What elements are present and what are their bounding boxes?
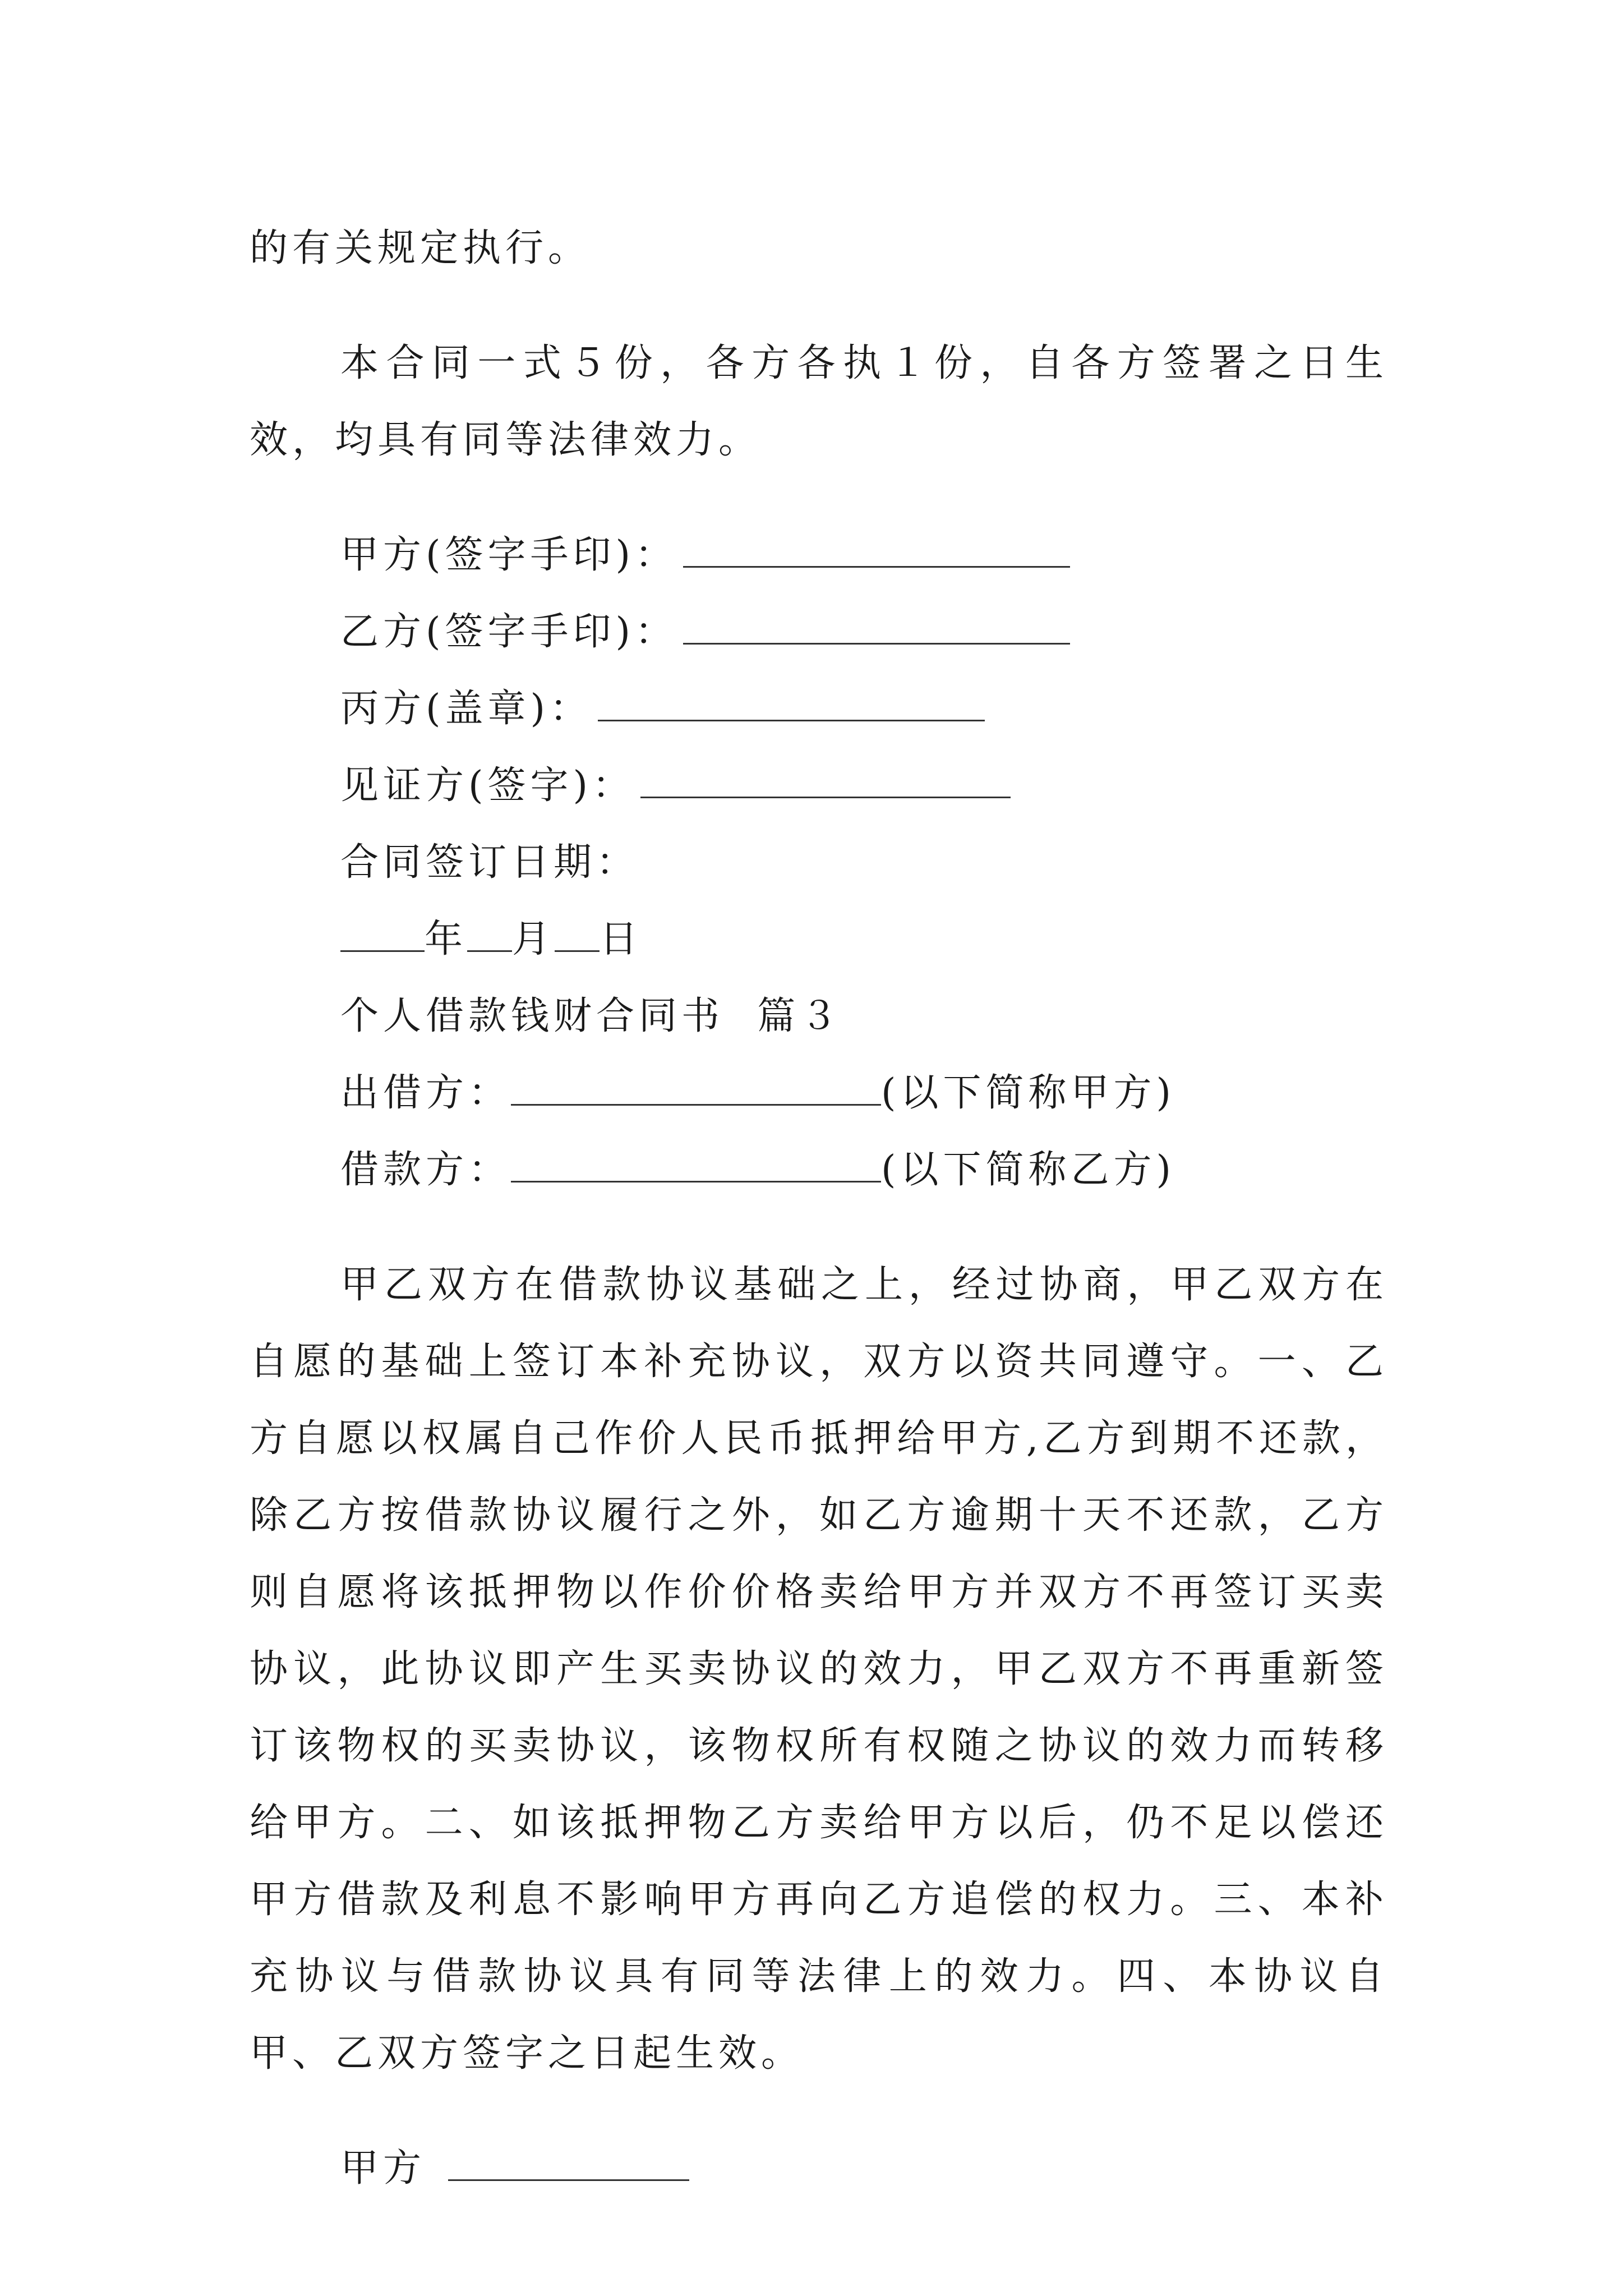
date-month-label: 月	[512, 917, 555, 961]
lender-label: 出借方：	[340, 1071, 511, 1115]
paragraph-supplementary-agreement: 甲乙双方在借款协议基础之上，经过协商，甲乙双方在自愿的基础上签订本补充协议，双方以资共同遵守。一、乙方自愿以权属自己作价人民币抵押给甲方,乙方到期不还款，除乙方按借款协议履行之外，如乙方逾期十天不还款，乙方则自愿将该抵押物以作价价格卖给甲方并双方不再签订买卖协议，此协议即产生买卖协议的效力，甲乙双方不再重新签订该物权的买卖协议，该物权所有权随之协议的效力而转移给甲方。二、如该抵押物乙方卖给甲方以后，仍不足以偿还甲方借款及利息不影响甲方再向乙方追偿的权力。三、本补充协议与借款协议具有同等法律上的效力。四、本协议自甲、乙双方签字之日起生效。	[250, 1263, 1388, 2076]
final-signature-blank[interactable]	[448, 2145, 689, 2181]
borrower-suffix: (以下简称乙方)	[881, 1148, 1176, 1192]
date-day-label: 日	[600, 917, 643, 961]
signature-blank-witness[interactable]	[640, 762, 1011, 798]
document-body	[250, 210, 1388, 2207]
signature-blank-c[interactable]	[598, 685, 985, 721]
signature-blank-b[interactable]	[683, 608, 1070, 645]
final-signature-label: 甲方	[340, 2146, 426, 2191]
section-title: 个人借款钱财合同书 篇３	[340, 994, 843, 1038]
contract-date-fields	[250, 901, 1388, 978]
signature-party-a-label: 甲方(签字手印)：	[340, 533, 678, 577]
lender-blank[interactable]	[511, 1069, 881, 1106]
signature-party-c	[250, 670, 1388, 747]
borrower-line	[250, 1131, 1388, 1208]
signature-witness	[250, 747, 1388, 824]
contract-date-label: 合同签订日期：	[340, 840, 639, 885]
borrower-blank[interactable]	[511, 1146, 881, 1182]
signature-party-b-label: 乙方(签字手印)：	[340, 610, 678, 654]
date-month-blank[interactable]	[467, 915, 512, 952]
signature-party-b	[250, 593, 1388, 670]
signature-party-a	[250, 517, 1388, 593]
signature-blank-a[interactable]	[683, 531, 1070, 568]
paragraph-copies: 本合同一式５份，各方各执１份，自各方签署之日生效，均具有同等法律效力。	[250, 341, 1388, 462]
date-day-blank[interactable]	[555, 915, 600, 952]
date-year-label: 年	[425, 917, 468, 961]
text-line-continuation: 的有关规定执行。	[250, 226, 591, 270]
signature-party-c-label: 丙方(盖章)：	[340, 687, 593, 731]
lender-suffix: (以下简称甲方)	[881, 1071, 1176, 1115]
date-year-blank[interactable]	[340, 915, 425, 952]
final-signature-party-a	[250, 2130, 1388, 2207]
borrower-label: 借款方：	[340, 1148, 511, 1192]
lender-line	[250, 1055, 1388, 1131]
signature-witness-label: 见证方(签字)：	[340, 763, 635, 808]
